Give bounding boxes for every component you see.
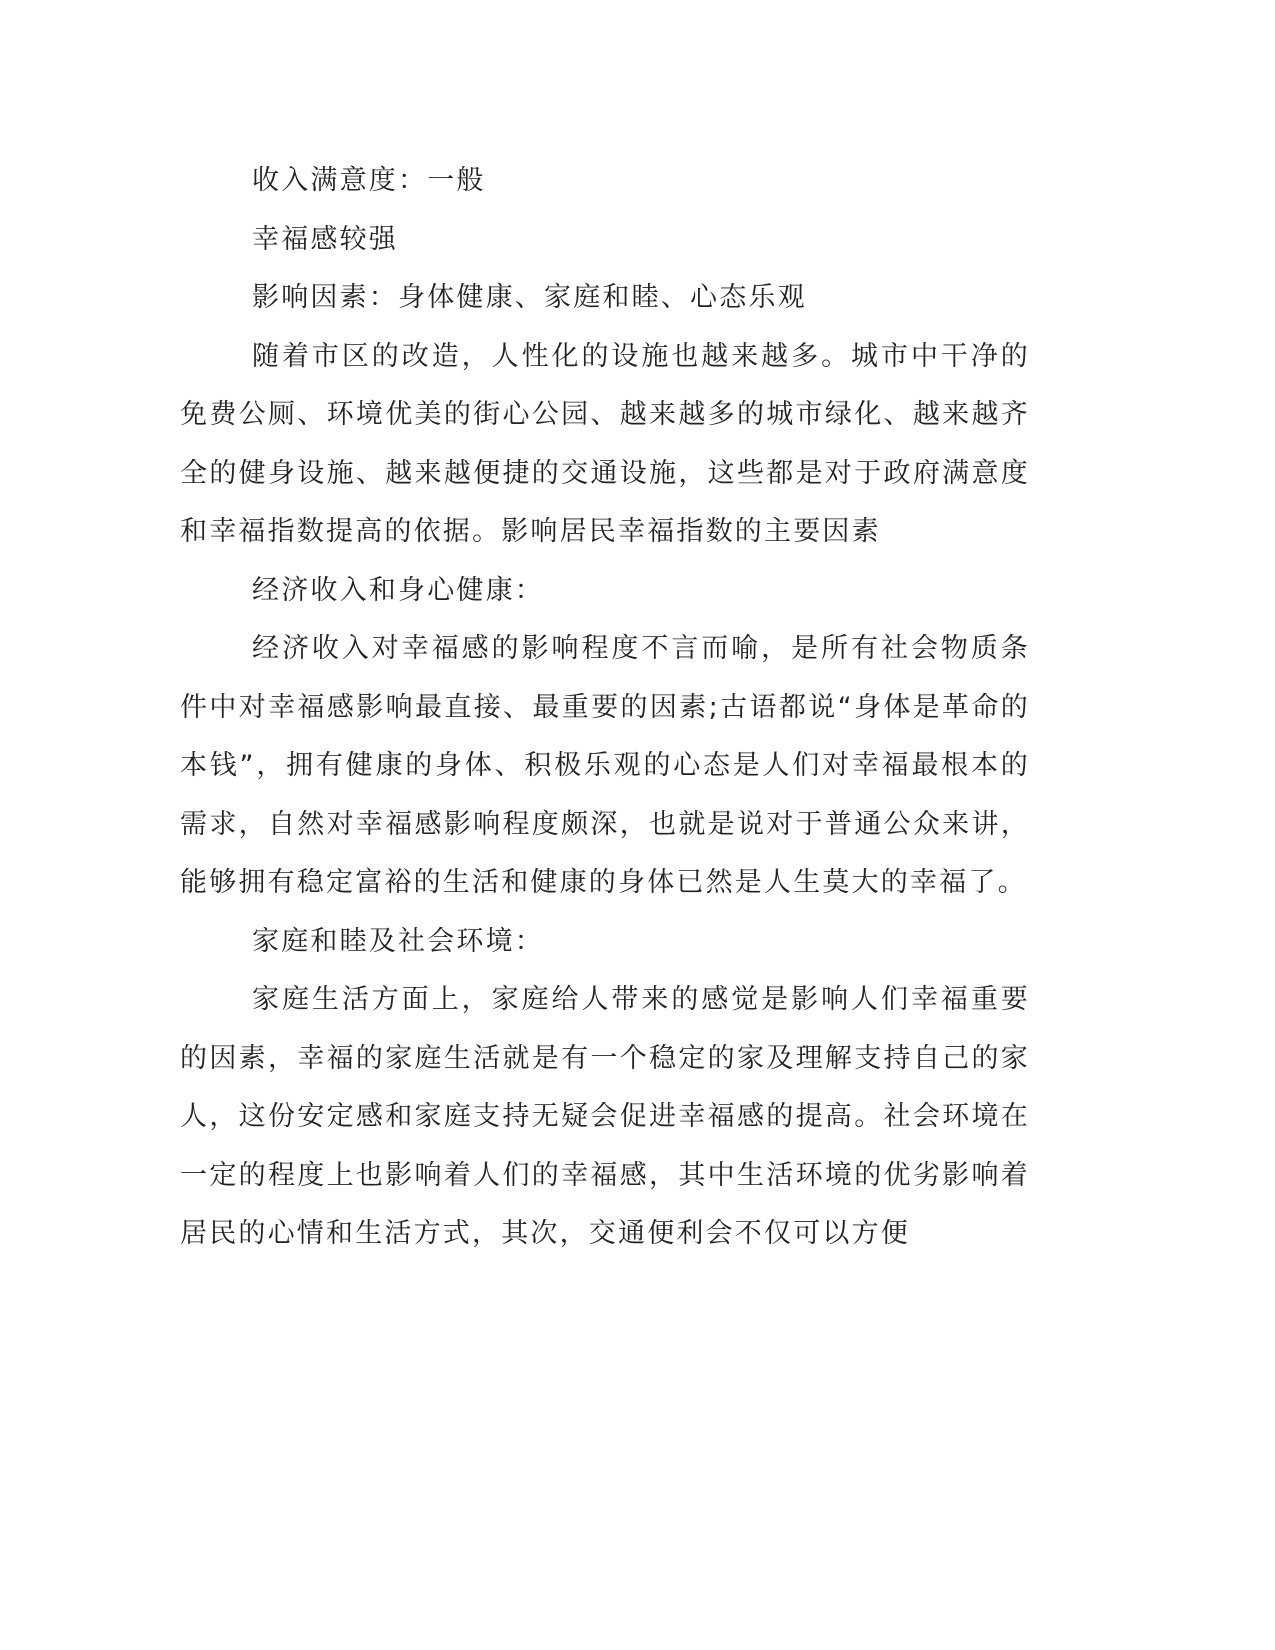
heading-income-health: 经济收入和身心健康： [252,574,544,606]
paragraph-happiness-level: 幸福感较强 [252,223,398,255]
paragraph-income-satisfaction: 收入满意度：一般 [252,165,486,196]
heading-family-society: 家庭和睦及社会环境： [252,925,544,957]
paragraph-urban-facilities: 随着市区的改造，人性化的设施也越来越多。城市中干净的免费公厕、环境优美的街心公园、越来越多的城市绿化、越来越齐全的健身设施、越来越便捷的交通设施，这些都是对于政府满意度和幸福指数提高的依据。影响居民幸福指数的主要因素 [180,340,1030,547]
paragraph-influencing-factors: 影响因素：身体健康、家庭和睦、心态乐观 [252,282,807,313]
document-body [180,152,1030,1264]
paragraph-income-health: 经济收入对幸福感的影响程度不言而喻，是所有社会物质条件中对幸福感影响最直接、最重要的因素;古语都说“身体是革命的本钱”，拥有健康的身体、积极乐观的心态是人们对幸福最根本的需求，自然对幸福感影响程度颇深，也就是说对于普通公众来讲，能够拥有稳定富裕的生活和健康的身体已然是人生莫大的幸福了。 [180,633,1030,898]
paragraph-family-society: 家庭生活方面上，家庭给人带来的感觉是影响人们幸福重要的因素，幸福的家庭生活就是有一个稳定的家及理解支持自己的家人，这份安定感和家庭支持无疑会促进幸福感的提高。社会环境在一定的程度上也影响着人们的幸福感，其中生活环境的优劣影响着居民的心情和生活方式，其次，交通便利会不仅可以方便 [180,984,1030,1249]
